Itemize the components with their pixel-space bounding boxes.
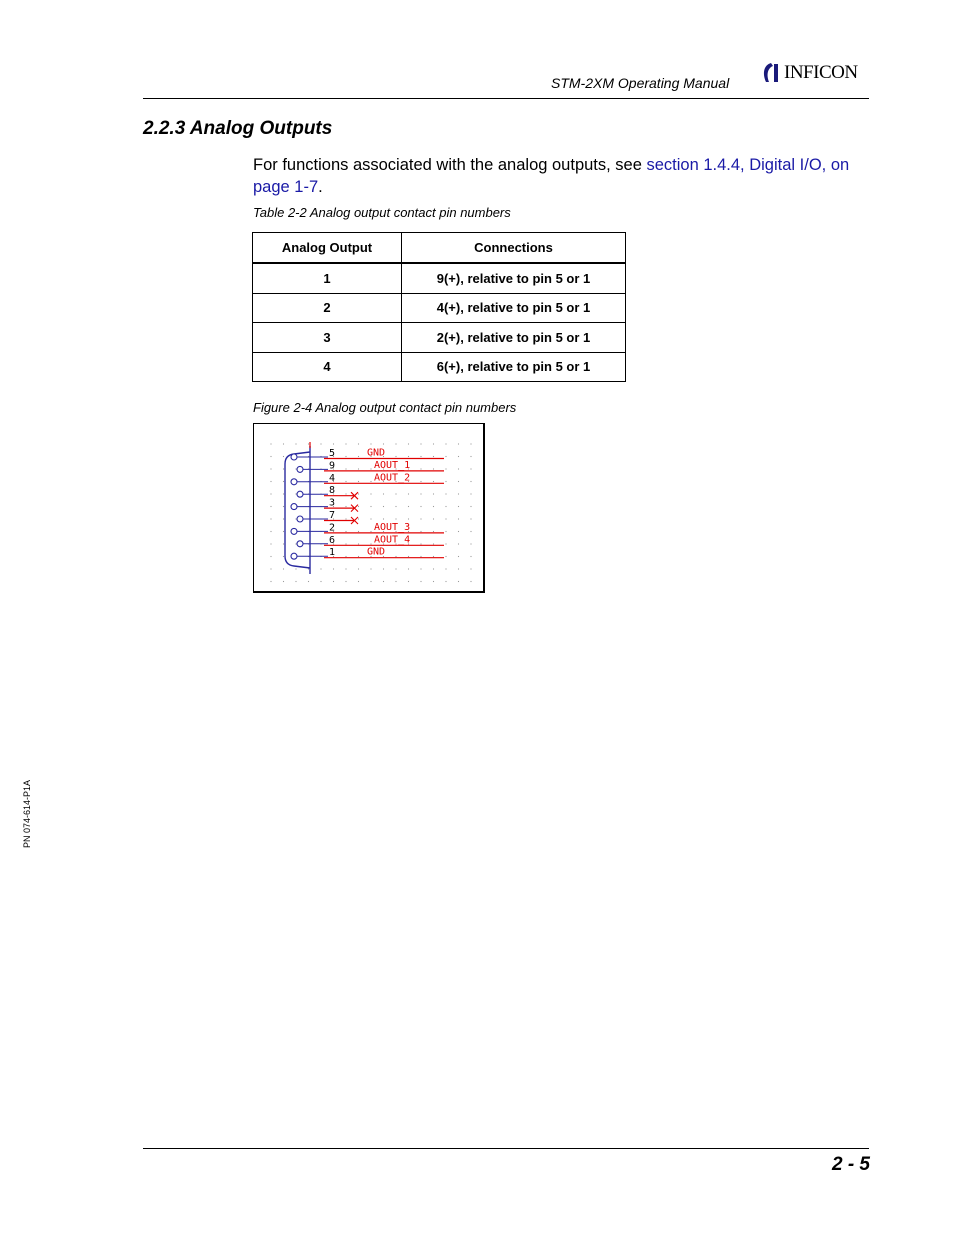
pin-number: 4 [329,472,336,484]
pin-number: 8 [329,485,336,497]
pin-contact [291,504,297,510]
footer-rule [143,1148,869,1149]
table-caption: Table 2-2 Analog output contact pin numbers [253,205,511,220]
manual-title: STM-2XM Operating Manual [551,75,730,91]
intro-paragraph [253,154,873,198]
table-cell: 2 [253,293,402,323]
signal-label: AOUT_3 [374,521,411,533]
table-cell: 2(+), relative to pin 5 or 1 [402,323,626,353]
figure-caption: Figure 2-4 Analog output contact pin numbers [253,400,517,415]
signal-label: AOUT_1 [374,459,411,471]
intro-text: For functions associated with the analog outputs, see [253,156,647,174]
pin-contact [297,541,303,547]
section-heading: 2.2.3 Analog Outputs [143,118,333,139]
pin-number: 9 [329,460,336,472]
pin-contact [291,553,297,559]
table-row [253,293,626,323]
page-number: 2 - 5 [831,1154,870,1175]
pin-contact [297,491,303,497]
pin-number: 6 [329,534,336,546]
signal-label: GND [367,546,386,558]
signal-label: AOUT_2 [374,472,411,484]
table-cell: 1 [253,263,402,293]
pin-number: 2 [329,522,336,534]
table-cell: 4 [253,352,402,382]
pin-number: 1 [329,547,336,559]
pin-contact [291,528,297,534]
table-row [253,352,626,382]
document-number: PN 074-614-P1A [22,779,32,848]
signal-label: AOUT_4 [374,534,411,546]
intro-end: . [318,178,323,196]
cross-reference-link[interactable]: section 1.4.4, Digital I/O, on page 1-7 [253,156,850,196]
column-header: Connections [402,233,626,264]
pin-contact [297,466,303,472]
table-row [253,263,626,293]
pin-contact [291,454,297,460]
connector-schematic [253,423,485,593]
table-cell: 4(+), relative to pin 5 or 1 [402,293,626,323]
schematic-drawing [254,424,483,591]
inficon-logo [760,60,872,86]
signal-label: GND [367,447,386,459]
header-rule [143,98,869,99]
logo-mark-icon [760,60,782,86]
pin-contact [291,479,297,485]
pin-number: 7 [329,510,336,521]
table-row [253,323,626,353]
analog-output-table [252,232,626,382]
table-cell: 6(+), relative to pin 5 or 1 [402,352,626,382]
table-header-row [253,233,626,264]
table-cell: 3 [253,323,402,353]
pin-number: 3 [329,497,336,509]
table-cell: 9(+), relative to pin 5 or 1 [402,263,626,293]
logo-text: INFICON [784,62,858,83]
column-header: Analog Output [253,233,402,264]
pin-contact [297,516,303,522]
pin-number: 5 [329,448,336,459]
